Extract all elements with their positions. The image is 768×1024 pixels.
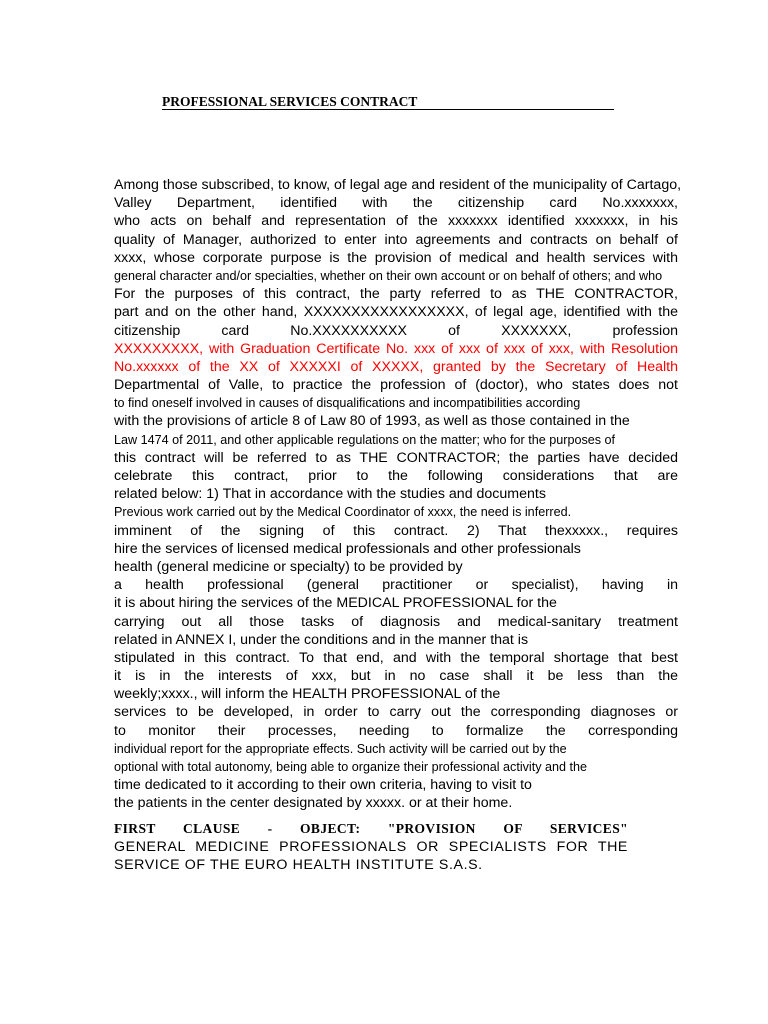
body-line-highlight: No.xxxxxx of the XX of XXXXXI of XXXXX, granted by the Secretary of Health xyxy=(114,358,678,375)
body-line: weekly;xxxx., will inform the HEALTH PROFESSIONAL of the xyxy=(114,686,501,703)
body-line: imminent of the signing of this contract. 2) That thexxxxx., requires xyxy=(114,522,678,539)
body-line: celebrate this contract, prior to the following considerations that are xyxy=(114,468,678,484)
body-line: quality of Manager, authorized to enter into agreements and contracts on behalf of xyxy=(114,231,678,248)
body-line: Valley Department, identified with the citizenship card No.xxxxxxx, xyxy=(114,195,678,212)
body-line: it is about hiring the services of the MEDICAL PROFESSIONAL for the xyxy=(114,595,557,612)
contract-title: PROFESSIONAL SERVICES CONTRACT xyxy=(162,94,614,110)
body-line: it is in the interests of xxx, but in no case shall it be less than the xyxy=(114,668,678,685)
body-line: Departmental of Valle, to practice the profession of (doctor), who states does not xyxy=(114,377,678,394)
body-line: who acts on behalf and representation of the xxxxxxx identified xxxxxxx, in his xyxy=(114,213,678,230)
body-line: related below: 1) That in accordance with the studies and documents xyxy=(114,486,546,503)
body-line: xxxx, whose corporate purpose is the provision of medical and health services with xyxy=(114,249,678,266)
clause-heading: FIRST CLAUSE - OBJECT: "PROVISION OF SERVICES" xyxy=(114,821,628,836)
body-line: Among those subscribed, to know, of legal age and resident of the municipality of Cartago, xyxy=(114,177,682,193)
body-line: individual report for the appropriate effects. Such activity will be carried out by the xyxy=(114,741,567,756)
body-line: the patients in the center designated by xxxxx. or at their home. xyxy=(114,795,513,812)
body-line: a health professional (general practitioner or specialist), having in xyxy=(114,577,678,594)
body-line: optional with total autonomy, being able to organize their professional activity and the xyxy=(114,760,588,774)
body-line: hire the services of licensed medical professionals and other professionals xyxy=(114,540,581,557)
body-line: citizenship card No.XXXXXXXXXX of XXXXXXX, profession xyxy=(114,322,678,339)
body-line: this contract will be referred to as THE CONTRACTOR; the parties have decided xyxy=(114,449,678,466)
body-line: with the provisions of article 8 of Law 80 of 1993, as well as those contained in the xyxy=(114,413,630,430)
body-line: Law 1474 of 2011, and other applicable regulations on the matter; who for the purposes of xyxy=(114,432,616,447)
body-line: For the purposes of this contract, the party referred to as THE CONTRACTOR, xyxy=(114,286,678,303)
body-line: services to be developed, in order to carry out the corresponding diagnoses or xyxy=(114,704,678,721)
body-line: to find oneself involved in causes of disqualifications and incompatibilities according xyxy=(114,396,581,411)
body-line: health (general medicine or specialty) to be provided by xyxy=(114,558,463,575)
body-line-highlight: XXXXXXXXX, with Graduation Certificate No. xxx of xxx of xxx of xxx, with Resolution xyxy=(114,340,678,357)
clause-line: SERVICE OF THE EURO HEALTH INSTITUTE S.A.S. xyxy=(114,857,483,874)
body-line: general character and/or specialties, whether on their own account or on behalf of others; and who xyxy=(114,268,663,283)
body-line: related in ANNEX I, under the conditions and in the manner that is xyxy=(114,631,529,648)
clause-line: GENERAL MEDICINE PROFESSIONALS OR SPECIALISTS FOR THE xyxy=(114,839,628,856)
contract-body xyxy=(114,176,682,813)
body-line: part and on the other hand, XXXXXXXXXXXXXXXXX, of legal age, identified with the xyxy=(114,304,678,321)
body-line: carrying out all those tasks of diagnosis and medical-sanitary treatment xyxy=(114,613,678,630)
body-line: to monitor their processes, needing to formalize the corresponding xyxy=(114,722,678,739)
body-line: time dedicated to it according to their own criteria, having to visit to xyxy=(114,777,532,794)
first-clause xyxy=(114,820,628,875)
body-line: Previous work carried out by the Medical Coordinator of xxxx, the need is inferred. xyxy=(114,505,572,520)
body-line: stipulated in this contract. To that end, and with the temporal shortage that best xyxy=(114,649,678,666)
